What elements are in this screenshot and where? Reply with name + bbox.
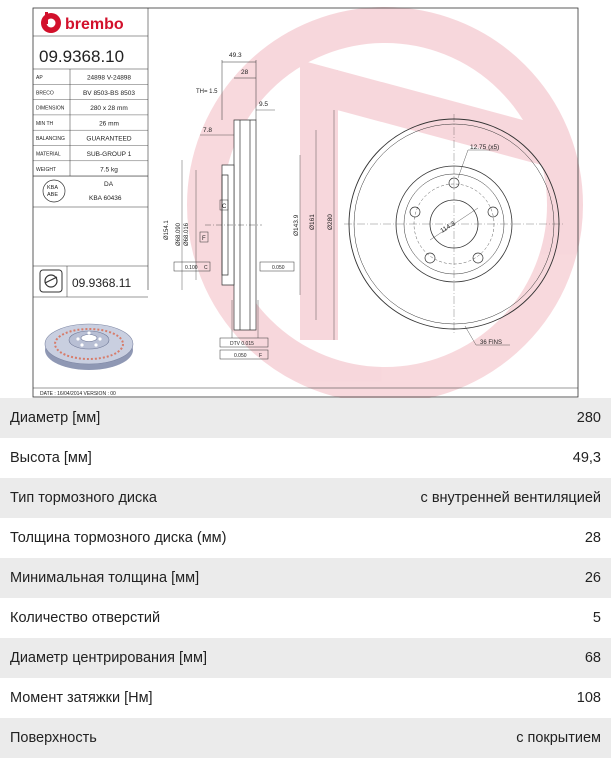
- dim-thickness-label: 28: [241, 69, 249, 76]
- tolerance-right-value: 0.050: [272, 265, 285, 271]
- info-row-value: SUB-GROUP 1: [86, 151, 132, 158]
- dim-143-9-label: Ø143.9: [293, 214, 300, 236]
- spec-value: с внутренней вентиляцией: [420, 490, 601, 506]
- dim-154-1-label: Ø154.1: [164, 220, 170, 240]
- dim-height-label: 49.3: [229, 52, 242, 59]
- info-row-label: WEIGHT: [36, 166, 56, 173]
- kba-badge-bottom: ABE: [47, 192, 59, 198]
- tolerance-left-datum: C: [204, 265, 208, 271]
- spec-value: 28: [584, 530, 601, 546]
- spec-value: 49,3: [572, 450, 601, 466]
- kba-badge-top: KBA: [47, 185, 59, 191]
- spec-value: 280: [576, 410, 601, 426]
- spec-label: Момент затяжки [Нм]: [10, 690, 153, 706]
- spec-row: [0, 638, 611, 678]
- disc-render-image: [45, 324, 133, 370]
- dim-280-label: Ø280: [327, 214, 334, 230]
- info-row-label: AP: [36, 75, 43, 81]
- kba-line1: DA: [104, 181, 114, 188]
- spec-row: [0, 398, 611, 438]
- brembo-logo: [41, 12, 124, 33]
- info-row-value: 26 mm: [99, 120, 119, 128]
- info-row-value: 24898 V-24898: [86, 74, 132, 82]
- flatness-datum: F: [259, 353, 263, 359]
- kba-block: [33, 176, 148, 207]
- fins-label: 36 FINS: [480, 340, 503, 346]
- info-row-label: MATERIAL: [36, 151, 61, 158]
- datum-f-label: F: [202, 236, 206, 242]
- spec-row: [0, 478, 611, 518]
- pcd-label: 114.3: [439, 220, 457, 235]
- spec-row: [0, 438, 611, 478]
- spec-row: [0, 678, 611, 718]
- dim-9-5-label: 9.5: [259, 101, 269, 108]
- tolerance-left-value: 0.100: [185, 265, 198, 271]
- info-panel: [33, 8, 148, 290]
- info-row-label: DIMENSION: [36, 105, 65, 112]
- spec-value: 26: [584, 570, 601, 586]
- dim-68-090-label: Ø68.090: [176, 222, 182, 246]
- info-row-value: BV 8503-BS 8503: [82, 89, 136, 97]
- info-row-label: BALANCING: [36, 136, 65, 143]
- holes-label: 12.75 (x5): [470, 144, 500, 151]
- spec-value: 5: [592, 610, 601, 626]
- spec-label: Диаметр центрирования [мм]: [10, 650, 208, 666]
- spec-value: 108: [576, 690, 601, 706]
- brembo-watermark: [205, 25, 565, 385]
- spec-label: Тип тормозного диска: [10, 490, 157, 506]
- spec-table: [0, 398, 611, 758]
- flatness-value: 0.050: [234, 353, 247, 359]
- spec-label: Диаметр [мм]: [10, 410, 101, 426]
- spec-label: Поверхность: [10, 730, 97, 746]
- spec-label: Толщина тормозного диска (мм): [10, 530, 227, 546]
- spec-row: [0, 518, 611, 558]
- info-row-value: 280 x 28 mm: [90, 105, 128, 113]
- alt-part-block: [33, 266, 148, 297]
- spec-row: [0, 718, 611, 758]
- alt-part-number: 09.9368.11: [72, 276, 132, 290]
- part-number: 09.9368.10: [39, 47, 125, 66]
- dim-161-label: Ø161: [309, 214, 316, 230]
- spec-row: [0, 558, 611, 598]
- dtv-label: DTV 0.015: [230, 341, 254, 347]
- kba-line2: KBA 60436: [89, 195, 122, 202]
- spec-value: 68: [584, 650, 601, 666]
- date-line: DATE : 16/04/2014 VERSION : 00: [40, 391, 116, 397]
- info-row-value: GUARANTEED: [86, 135, 132, 143]
- info-rows: [33, 75, 148, 177]
- info-row-label: BRECO: [36, 90, 54, 97]
- datum-c-label: C: [222, 204, 227, 210]
- info-row-value: 7.5 kg: [100, 166, 118, 174]
- info-row-label: MIN TH: [36, 120, 54, 127]
- spec-value: с покрытием: [516, 730, 601, 746]
- brand-wordmark: brembo: [65, 16, 124, 33]
- spec-label: Количество отверстий: [10, 610, 161, 626]
- dim-th-label: TH= 1.5: [196, 89, 218, 95]
- spec-row: [0, 598, 611, 638]
- spec-label: Высота [мм]: [10, 450, 92, 466]
- spec-label: Минимальная толщина [мм]: [10, 570, 200, 586]
- dim-7-8-label: 7.8: [203, 127, 213, 134]
- dim-68-016-label: Ø68.016: [184, 222, 190, 246]
